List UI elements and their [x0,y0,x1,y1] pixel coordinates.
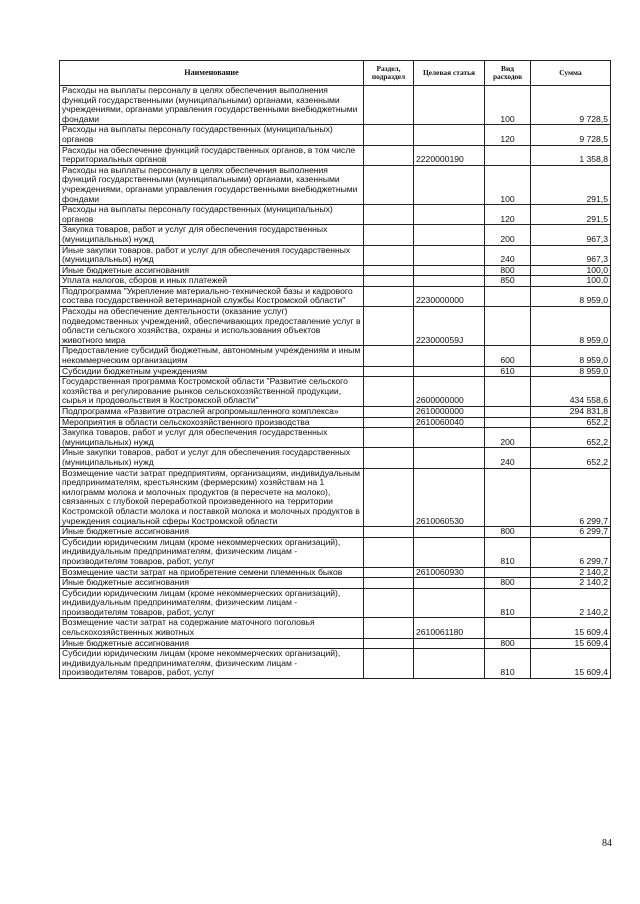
cell-sum: 6 299,7 [531,527,611,538]
cell-sum: 652,2 [531,428,611,448]
cell-target [414,588,485,618]
cell-sum: 967,3 [531,245,611,265]
cell-name: Иные бюджетные ассигнования [60,638,364,649]
cell-target: 2610000000 [414,407,485,418]
cell-expense-type [485,567,531,578]
cell-target: 2610060040 [414,417,485,428]
header-expense-type: Вид расходов [485,61,531,86]
cell-expense-type: 800 [485,578,531,589]
cell-sum: 652,2 [531,448,611,468]
cell-section [364,265,414,276]
cell-expense-type [485,145,531,165]
table-row [60,307,611,346]
cell-name: Предоставление субсидий бюджетным, автономным учреждениям и иным некоммерческим организациям [60,346,364,366]
cell-section [364,428,414,448]
table-row [60,125,611,145]
cell-target: 2610060530 [414,468,485,527]
cell-section [364,245,414,265]
cell-target [414,578,485,589]
table-header-row [60,61,611,86]
cell-section [364,145,414,165]
cell-expense-type: 610 [485,366,531,377]
cell-expense-type [485,286,531,306]
cell-target [414,527,485,538]
table-row [60,245,611,265]
cell-sum: 9 728,5 [531,125,611,145]
cell-name: Расходы на обеспечение деятельности (оказание услуг) подведомственных учреждений, обеспечивающих предоставление услуг в области сельского хозяйства, охраны и использования объектов животного мира [60,307,364,346]
cell-section [364,205,414,225]
cell-expense-type: 810 [485,588,531,618]
table-row [60,417,611,428]
table-row [60,578,611,589]
cell-expense-type [485,468,531,527]
cell-expense-type: 800 [485,265,531,276]
cell-section [364,649,414,679]
cell-target [414,86,485,125]
cell-section [364,86,414,125]
cell-target [414,649,485,679]
cell-name: Мероприятия в области сельскохозяйственного производства [60,417,364,428]
cell-sum: 8 959,0 [531,366,611,377]
cell-name: Субсидии юридическим лицам (кроме некоммерческих организаций), индивидуальным предпринимателям, физическим лицам - производителям товаров, работ, услуг [60,588,364,618]
table-row [60,537,611,567]
cell-expense-type: 200 [485,225,531,245]
table-row [60,346,611,366]
cell-name: Расходы на выплаты персоналу государственных (муниципальных) органов [60,125,364,145]
cell-section [364,286,414,306]
cell-target [414,366,485,377]
cell-expense-type: 100 [485,165,531,204]
table-row [60,527,611,538]
cell-section [364,578,414,589]
cell-expense-type: 200 [485,428,531,448]
cell-sum: 2 140,2 [531,578,611,589]
cell-sum: 15 609,4 [531,638,611,649]
table-row [60,225,611,245]
cell-name: Иные бюджетные ассигнования [60,265,364,276]
cell-target [414,225,485,245]
cell-sum: 100,0 [531,276,611,287]
cell-target [414,265,485,276]
cell-target [414,205,485,225]
cell-sum: 6 299,7 [531,468,611,527]
table-row [60,86,611,125]
cell-section [364,346,414,366]
cell-sum: 2 140,2 [531,567,611,578]
cell-sum: 291,5 [531,165,611,204]
table-row [60,448,611,468]
cell-target [414,346,485,366]
cell-sum: 294 831,8 [531,407,611,418]
cell-name: Подпрограмма "Укрепление материально-технической базы и кадрового состава государственной ветеринарной службы Костромской области" [60,286,364,306]
cell-section [364,588,414,618]
cell-name: Иные бюджетные ассигнования [60,578,364,589]
cell-target: 2220000190 [414,145,485,165]
cell-sum: 434 558,6 [531,377,611,407]
cell-target: 223000059J [414,307,485,346]
cell-expense-type: 600 [485,346,531,366]
cell-target [414,428,485,448]
table-row [60,638,611,649]
table-row [60,407,611,418]
cell-target: 2610060930 [414,567,485,578]
cell-target [414,448,485,468]
header-name: Наименование [60,61,364,86]
cell-target [414,638,485,649]
cell-expense-type: 120 [485,205,531,225]
cell-expense-type: 240 [485,448,531,468]
cell-expense-type [485,407,531,418]
cell-name: Закупка товаров, работ и услуг для обеспечения государственных (муниципальных) нужд [60,428,364,448]
header-target: Целевая статья [414,61,485,86]
cell-name: Иные закупки товаров, работ и услуг для обеспечения государственных (муниципальных) нужд [60,245,364,265]
cell-sum: 2 140,2 [531,588,611,618]
cell-sum: 15 609,4 [531,649,611,679]
cell-section [364,567,414,578]
cell-expense-type: 850 [485,276,531,287]
header-sum: Сумма [531,61,611,86]
cell-target [414,276,485,287]
page-number: 84 [602,838,612,849]
cell-section [364,468,414,527]
cell-sum: 8 959,0 [531,286,611,306]
header-section: Раздел, подраздел [364,61,414,86]
cell-sum: 6 299,7 [531,537,611,567]
cell-name: Субсидии юридическим лицам (кроме некоммерческих организаций), индивидуальным предпринимателям, физическим лицам - производителям товаров, работ, услуг [60,649,364,679]
table-row [60,165,611,204]
cell-expense-type: 800 [485,527,531,538]
cell-expense-type: 800 [485,638,531,649]
cell-section [364,527,414,538]
cell-sum: 967,3 [531,225,611,245]
cell-sum: 1 358,8 [531,145,611,165]
table-row [60,276,611,287]
cell-section [364,417,414,428]
cell-sum: 100,0 [531,265,611,276]
table-row [60,145,611,165]
cell-sum: 9 728,5 [531,86,611,125]
cell-expense-type: 810 [485,537,531,567]
cell-name: Расходы на выплаты персоналу в целях обеспечения выполнения функций государственными (муниципальными) органами, казенными учреждениями, органами управления государственными внебюджетными фондами [60,165,364,204]
table-row [60,265,611,276]
cell-target [414,125,485,145]
cell-name: Расходы на выплаты персоналу государственных (муниципальных) органов [60,205,364,225]
table-row [60,468,611,527]
cell-name: Возмещение части затрат на приобретение семени племенных быков [60,567,364,578]
cell-target [414,537,485,567]
cell-expense-type [485,377,531,407]
cell-sum: 291,5 [531,205,611,225]
cell-sum: 652,2 [531,417,611,428]
cell-sum: 8 959,0 [531,307,611,346]
cell-expense-type: 240 [485,245,531,265]
cell-section [364,618,414,638]
table-body [60,86,611,679]
table-row [60,205,611,225]
cell-section [364,448,414,468]
table-row [60,428,611,448]
table-row [60,286,611,306]
cell-name: Субсидии юридическим лицам (кроме некоммерческих организаций), индивидуальным предпринимателям, физическим лицам - производителям товаров, работ, услуг [60,537,364,567]
cell-name: Возмещение части затрат предприятиям, организациям, индивидуальным предпринимателям, крестьянским (фермерским) хозяйствам на 1 килограмм молока и молочных продуктов (в пересчете на молоко), связанных с глубокой переработкой произведенного на территории Костромской области молока и поставкой молока и молочных продуктов в учреждения социальной сферы Костромской области [60,468,364,527]
table-row [60,567,611,578]
table-row [60,649,611,679]
table-row [60,377,611,407]
cell-sum: 15 609,4 [531,618,611,638]
cell-name: Расходы на обеспечение функций государственных органов, в том числе территориальных органов [60,145,364,165]
cell-name: Субсидии бюджетным учреждениям [60,366,364,377]
cell-expense-type: 120 [485,125,531,145]
cell-name: Подпрограмма «Развитие отраслей агропромышленного комплекса» [60,407,364,418]
cell-expense-type [485,307,531,346]
cell-section [364,638,414,649]
cell-target: 2600000000 [414,377,485,407]
cell-expense-type: 810 [485,649,531,679]
cell-name: Расходы на выплаты персоналу в целях обеспечения выполнения функций государственными (муниципальными) органами, казенными учреждениями, органами управления государственными внебюджетными фондами [60,86,364,125]
cell-section [364,307,414,346]
cell-section [364,125,414,145]
cell-name: Уплата налогов, сборов и иных платежей [60,276,364,287]
cell-name: Иные бюджетные ассигнования [60,527,364,538]
cell-target: 2230000000 [414,286,485,306]
cell-section [364,225,414,245]
cell-name: Иные закупки товаров, работ и услуг для обеспечения государственных (муниципальных) нужд [60,448,364,468]
cell-target: 2610061180 [414,618,485,638]
cell-section [364,165,414,204]
cell-target [414,245,485,265]
cell-expense-type [485,417,531,428]
table-row [60,618,611,638]
budget-table [59,60,611,679]
table-row [60,366,611,377]
cell-section [364,366,414,377]
cell-sum: 8 959,0 [531,346,611,366]
cell-name: Закупка товаров, работ и услуг для обеспечения государственных (муниципальных) нужд [60,225,364,245]
cell-name: Возмещение части затрат на содержание маточного поголовья сельскохозяйственных животных [60,618,364,638]
cell-expense-type: 100 [485,86,531,125]
table-row [60,588,611,618]
cell-name: Государственная программа Костромской области "Развитие сельского хозяйства и регулирование рынков сельскохозяйственной продукции, сырья и продовольствия в Костромской области" [60,377,364,407]
cell-section [364,276,414,287]
cell-expense-type [485,618,531,638]
cell-section [364,537,414,567]
cell-target [414,165,485,204]
cell-section [364,407,414,418]
cell-section [364,377,414,407]
